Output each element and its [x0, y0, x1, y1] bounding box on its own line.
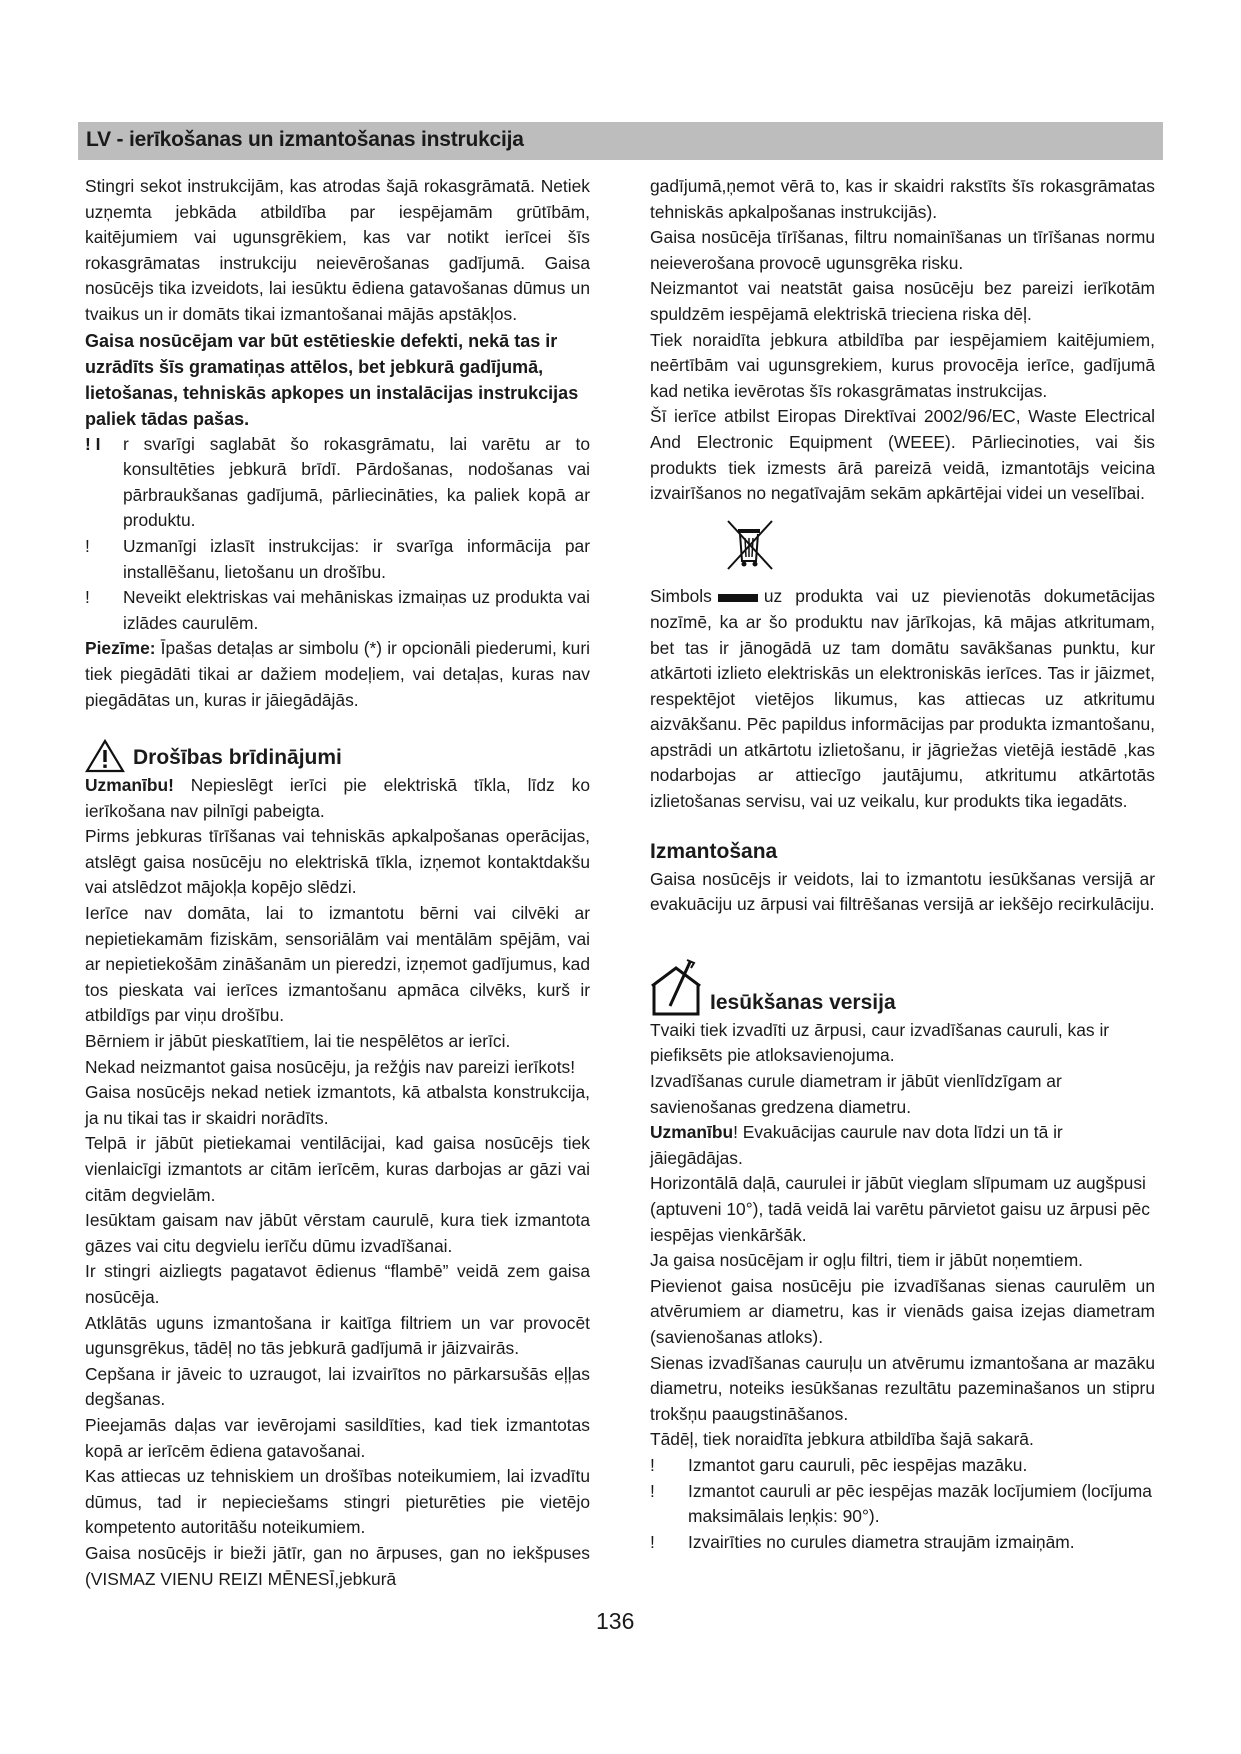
list-item [650, 1479, 1155, 1530]
paragraph: Ir stingri aizliegts pagatavot ēdienus “flambē” veidā zem gaisa nosūcēja. [85, 1261, 590, 1307]
page-number: 136 [596, 1608, 635, 1634]
ext-attention-paragraph [650, 1120, 1155, 1171]
paragraph: Izvadīšanas curule diametram ir jābūt vienlīdzīgam ar savienošanas gredzena diametru. [650, 1071, 1062, 1117]
paragraph: Tvaiki tiek izvadīti uz ārpusi, caur izvadīšanas cauruli, kas ir piefiksēts pie atloksavienojuma. [650, 1019, 1110, 1066]
bullet-text: Izmantot cauruli ar pēc iespējas mazāk locījumiem (locījuma maksimālais leņķis: 90°). [688, 1480, 1152, 1527]
paragraph: Gaisa nosūcējs ir bieži jātīr, gan no ārpuses, gan no iekšpuses (VISMAZ VIENU REIZI MĒNESĪ,jebkurā [85, 1542, 590, 1589]
paragraph: Nekad neizmantot gaisa nosūcēju, ja režģis nav pareizi ierīkots! [85, 1056, 576, 1077]
symbol-paragraph [650, 584, 1155, 814]
paragraph: Pievienot gaisa nosūcēju pie izvadīšanas sienas caurulēm un atvērumiem ar diametru, kas ir vienāds gaisa izejas diametram (savienošanas atloks). [650, 1275, 1155, 1347]
bullet-text: r svarīgi saglabāt šo rokasgrāmatu, lai varētu ar to konsultēties jebkurā brīdī. Pārdošanas, nodošanas vai pārbraukšanas gadījumā, pārliecināties, ka paliek kopā ar produktu. [123, 433, 590, 531]
paragraph: Horizontālā daļā, caurulei ir jābūt vieglam slīpumam uz augšpusi (aptuveni 10°), tadā veidā lai varētu pārvietot gaisu uz ārpusi pēc iespējas vienkāršāk. [650, 1173, 1150, 1245]
warnings-heading [85, 731, 590, 773]
bullet-text: Izvairīties no curules diametra straujām izmaiņām. [688, 1531, 1075, 1552]
paragraph: Gaisa nosūcēja tīrīšanas, filtru nomainīšanas un tīrīšanas normu neieverošana provocē ugunsgrēka risku. [650, 227, 1155, 273]
symbol-prefix: Simbols [650, 586, 712, 607]
paragraph: Bērniem ir jābūt pieskatītiem, lai tie nespēlētos ar ierīci. [85, 1031, 511, 1052]
bold-note: Gaisa nosūcējam var būt estētieskie defekti, nekā tas ir uzrādīts šīs gramatiņas attēlos, bet jebkurā gadījumā, lietošanas, tehniskās apkopes un instalācijas instrukcijas paliek tādas pašas. [85, 330, 579, 429]
page-title: LV - ierīkošanas un izmantošanas instrukcija [86, 128, 524, 151]
crossed-bin-icon [722, 515, 778, 573]
section-header [78, 122, 1163, 160]
paragraph: Ierīce nav domāta, lai to izmantotu bērni vai cilvēki ar nepietiekamām fiziskām, sensoriālām vai mentālām spējām, vai ar nepietiekošām zināšanām un pieredzi, izņemot gadījumus, kad tos pieskata vai ierīces izmantošanu apmāca cilvēks, kurš ir atbildīgs par viņu drošību. [85, 903, 590, 1026]
paragraph: Atklātās uguns izmantošana ir kaitīga filtriem un var provocēt ugunsgrēkus, tādēļ no tās jebkurā gadījumā ir jāizvairās. [85, 1312, 590, 1359]
attention-paragraph [85, 773, 590, 824]
bar-symbol-icon [718, 594, 758, 602]
paragraph: Sienas izvadīšanas cauruļu un atvērumu izmantošana ar mazāku diametru, noteiks iesūkšanas rezultātu pazeminašanos un stipru trokšņu paaugstināšanos. [650, 1352, 1155, 1424]
bullet-mark: ! [85, 587, 90, 608]
paragraph: Pieejamās daļas var ievērojami sasildīties, kad tiek izmantotas kopā ar ierīcēm ēdiena gatavošanai. [85, 1414, 590, 1461]
paragraph: Tiek noraidīta jebkura atbildība par iespējamiem kaitējumiem, neērtībām vai ugunsgrekiem, kurus provocēja ierīce, gadījumā kad netika ievērotas šīs rokasgrāmatas instrukcijas. [650, 329, 1155, 401]
bullet-mark: ! [650, 1454, 655, 1475]
paragraph: Telpā ir jābūt pietiekamai ventilācijai, kad gaisa nosūcējs tiek vienlaicīgi izmantots ar citām ierīcēm, kuras darbojas ar gāzi vai citām degvielām. [85, 1133, 590, 1205]
bullet-mark: ! I [85, 433, 101, 454]
list-item [85, 585, 590, 636]
list-item [85, 432, 590, 534]
symbol-text: uz produkta vai uz pievienotās dokumetācijas nozīmē, ka ar šo produktu nav jārīkojas, kā mājas atkritumam, bet tas ir jānogādā uz tam domātu savākšanas punktu, kur atkārtoti izlieto elektriskās un elektroniskās ierīces. Tas ir jāizmet, respektējot vietējos likumus, kas attiecas uz atkritumu aizvākšanu. Pēc papildus informācijas par produkta izmantošanu, apstrādi un atkārtotu izlietošanu, ir jāgriežas vietējā iestādē ,kas nodarbojas ar attiecīgo jautājumu, atkritumu atkārtotās izlietošanas servisu, vai uz veikalu, kur produkts tika iegadāts. [650, 586, 1155, 812]
attention-label: Uzmanību! [85, 775, 174, 796]
paragraph: gadījumā,ņemot vērā to, kas ir skaidri rakstīts šīs rokasgrāmatas tehniskās apkalpošanas instrukcijās). [650, 176, 1155, 222]
warning-triangle-icon [85, 739, 125, 773]
note-label: Piezīme: [85, 638, 156, 659]
bullet-mark: ! [650, 1531, 655, 1552]
paragraph: Pirms jebkuras tīrīšanas vai tehniskās apkalpošanas operācijas, atslēgt gaisa nosūcēju no elektriskā tīkla, izņemot kontaktdakšu vai atslēdzot mājokļa kopējo slēdzi. [85, 826, 590, 898]
paragraph: Gaisa nosūcējs nekad netiek izmantots, kā atbalsta konstrukcija, ja nu tikai tas ir skaidri norādīts. [85, 1082, 590, 1128]
extraction-heading [650, 958, 1155, 1018]
ext-attention-text: ! Evakuācijas caurule nav dota līdzi un tā ir jāiegādājas. [650, 1122, 1063, 1168]
paragraph: Cepšana ir jāveic to uzraugot, lai izvairītos no pārkarsušās eļļas degšanas. [85, 1363, 590, 1410]
bullet-text: Uzmanīgi izlasīt instrukcijas: ir svarīga informācija par installēšanu, lietošanu un drošību. [123, 535, 590, 582]
paragraph: Kas attiecas uz tehniskiem un drošības noteikumiem, lai izvadītu dūmus, tad ir nepieciešams stingri pieturēties pie vietējo kompetento autoritāšu noteikumiem. [85, 1466, 590, 1538]
weee-symbol [722, 515, 1155, 581]
use-text: Gaisa nosūcējs ir veidots, lai to izmantotu iesūkšanas versijā ar evakuāciju uz ārpusi vai filtrēšanas versijā ar iekšējo recirkulāciju. [650, 868, 1155, 915]
bullet-mark: ! [650, 1480, 655, 1501]
list-item [85, 534, 590, 585]
bullet-mark: ! [85, 535, 90, 556]
paragraph: Šī ierīce atbilst Eiropas Direktīvai 2002/96/EC, Waste Electrical And Electronic Equipment (WEEE). Pārliecinoties, vai šis produkts tiek izmests ārā pareizā veidā, izmantotājs veicina izvairīšanos no negatīvajām sekām apkārtējai videi un veselībai. [650, 406, 1155, 504]
note-text: Īpašas detaļas ar simbolu (*) ir opcionāli piederumi, kuri tiek piegādāti tikai ar dažiem modeļiem, vai detaļas, kuras nav piegādātas un, kuras ir jāiegādājās. [85, 638, 590, 710]
paragraph: Neizmantot vai neatstāt gaisa nosūcēju bez pareizi ierīkotām spuldzēm iespējamā elektriskā trieciena riska dēļ. [650, 278, 1155, 324]
ext-attention-label: Uzmanību [650, 1122, 734, 1143]
paragraph: Tādēļ, tiek noraidīta jebkura atbildība šajā sakarā. [650, 1429, 1034, 1450]
bullet-text: Neveikt elektriskas vai mehāniskas izmaiņas uz produkta vai izlādes caurulēm. [123, 587, 590, 633]
house-tool-icon [650, 958, 706, 1018]
paragraph: Iesūktam gaisam nav jābūt vērstam caurulē, kura tiek izmantota gāzes vai citu degvielu ierīču dūmu izvadīšanai. [85, 1210, 590, 1256]
note-paragraph [85, 636, 590, 713]
bullet-text: Izmantot garu cauruli, pēc iespējas mazāku. [688, 1454, 1028, 1475]
left-column [85, 174, 590, 1592]
list-item [650, 1453, 1155, 1479]
use-title: Izmantošana [650, 839, 778, 863]
attention-text: Nepieslēgt ierīci pie elektriskā tīkla, līdz ko ierīkošana nav pilnīgi pabeigta. [85, 775, 590, 821]
extraction-title: Iesūkšanas versija [710, 990, 896, 1014]
right-column [650, 174, 1155, 1555]
intro-paragraph: Stingri sekot instrukcijām, kas atrodas šajā rokasgrāmatā. Netiek uzņemta jebkāda atbildība par iespējamām grūtībām, kaitējumiem vai ugunsgrēkiem, kas var notikt ierīcei šīs rokasgrāmatas instrukciju neievērošanas gadījumā. Gaisa nosūcējs tika izveidots, lai iesūktu ēdiena gatavošanas dūmus un tvaikus un ir domāts tikai izmantošanai mājās apstākļos. [85, 176, 590, 324]
list-item [650, 1530, 1155, 1556]
warnings-title: Drošības brīdinājumi [133, 746, 342, 770]
paragraph: Ja gaisa nosūcējam ir ogļu filtri, tiem ir jābūt noņemtiem. [650, 1250, 1084, 1271]
